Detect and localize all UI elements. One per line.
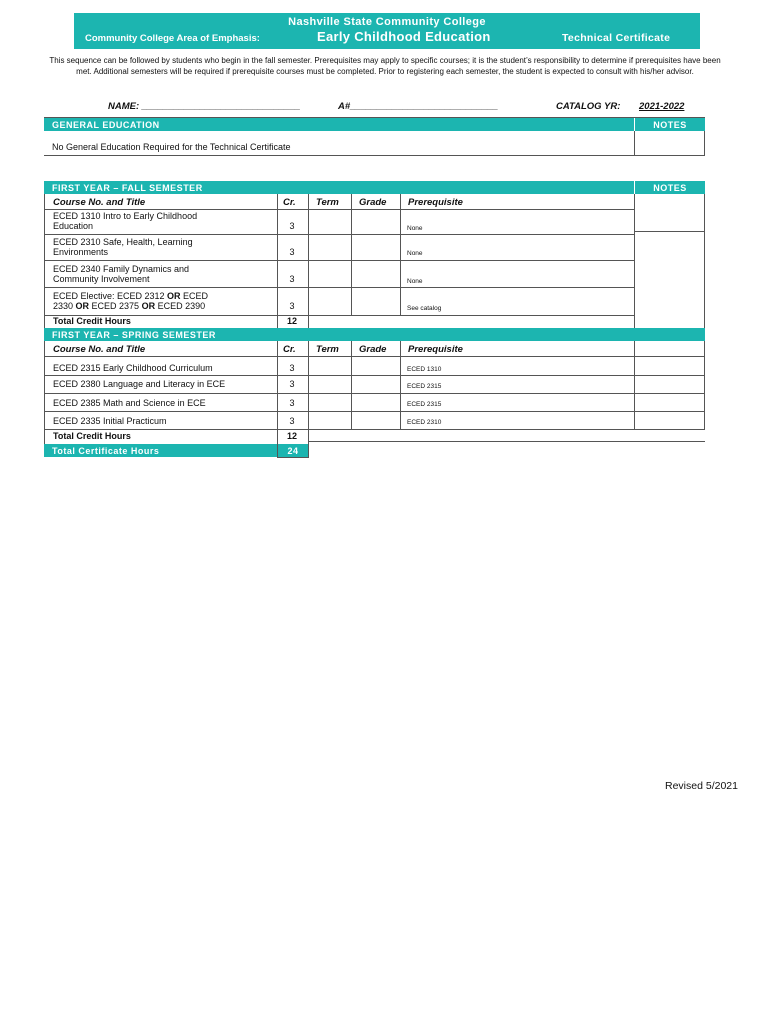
catalog-year-label: CATALOG YR:: [556, 101, 621, 112]
course-prerequisite: ECED 2315: [407, 383, 442, 390]
revised-date: Revised 5/2021: [665, 780, 738, 792]
column-header-term: Term: [316, 344, 339, 355]
general-education-header: [44, 118, 634, 131]
course-prerequisite: ECED 2310: [407, 419, 442, 426]
column-header-prerequisite: Prerequisite: [408, 344, 463, 355]
course-title-continued: Environments: [53, 247, 109, 257]
course-title: ECED 2315 Early Childhood Curriculum: [53, 363, 213, 373]
intro-paragraph: This sequence can be followed by students who begin in the fall semester. Prerequisites may apply to specific courses; it is the student’s responsibility to determine if prerequisites have been met. Additional semesters will be required if prerequisite courses must be completed. Prior to registering each semester, the student is expected to consult with his/her advisor.: [49, 56, 721, 76]
notes-label: NOTES: [653, 120, 687, 130]
course-credits: 3: [289, 247, 295, 257]
fall-total-credits: 12: [286, 316, 297, 326]
spring-semester-title: FIRST YEAR – SPRING SEMESTER: [52, 330, 216, 340]
name-field[interactable]: NAME: ______________________________: [108, 101, 301, 112]
course-title: ECED Elective: ECED 2312 OR ECED: [53, 291, 209, 301]
header-banner: [74, 13, 700, 49]
college-name: Nashville State Community College: [288, 16, 486, 28]
course-title: ECED 2310 Safe, Health, Learning: [53, 237, 193, 247]
area-of-emphasis-label: Community College Area of Emphasis:: [85, 33, 260, 44]
column-header-course: Course No. and Title: [53, 197, 146, 208]
course-prerequisite: See catalog: [407, 305, 442, 312]
general-education-text: No General Education Required for the Technical Certificate: [52, 142, 291, 152]
fall-semester-header: [44, 181, 634, 194]
column-header-course: Course No. and Title: [53, 344, 146, 355]
course-title: ECED 1310 Intro to Early Childhood: [53, 211, 198, 221]
certificate-total-value: 24: [287, 446, 299, 456]
column-header-term: Term: [316, 197, 339, 208]
general-education-title: GENERAL EDUCATION: [52, 120, 160, 130]
course-credits: 3: [289, 398, 295, 408]
column-header-credits: Cr.: [283, 344, 296, 355]
column-header-grade: Grade: [359, 197, 387, 208]
catalog-year-value: 2021-2022: [639, 101, 685, 112]
program-name: Early Childhood Education: [317, 29, 491, 44]
course-title: ECED 2385 Math and Science in ECE: [53, 398, 206, 408]
course-credits: 3: [289, 379, 295, 389]
course-prerequisite: None: [407, 225, 423, 232]
certificate-total-label: Total Certificate Hours: [52, 446, 160, 456]
fall-notes-header: [635, 181, 705, 194]
a-number-field[interactable]: A#____________________________: [338, 101, 499, 112]
course-title-continued: 2330 OR ECED 2375 OR ECED 2390: [53, 301, 206, 311]
course-title: ECED 2380 Language and Literacy in ECE: [53, 379, 226, 389]
spring-total-label: Total Credit Hours: [53, 431, 131, 441]
general-education-notes-header: [635, 118, 705, 131]
fall-total-label: Total Credit Hours: [53, 316, 131, 326]
course-prerequisite: None: [407, 250, 423, 257]
notes-label: NOTES: [653, 183, 687, 193]
spring-total-credits: 12: [286, 431, 297, 441]
column-header-grade: Grade: [359, 344, 387, 355]
course-title: ECED 2340 Family Dynamics and: [53, 264, 190, 274]
certificate-total-value-cell: [278, 444, 308, 457]
course-credits: 3: [289, 301, 295, 311]
certificate-type: Technical Certificate: [562, 32, 671, 44]
course-prerequisite: ECED 2315: [407, 401, 442, 408]
course-prerequisite: None: [407, 278, 423, 285]
certificate-total-bar: [44, 444, 277, 457]
spring-semester-header: [44, 328, 705, 341]
course-credits: 3: [289, 363, 295, 373]
course-title-continued: Community Involvement: [53, 274, 150, 284]
course-title: ECED 2335 Initial Practicum: [53, 416, 167, 426]
course-credits: 3: [289, 274, 295, 284]
course-credits: 3: [289, 416, 295, 426]
column-header-prerequisite: Prerequisite: [408, 197, 463, 208]
course-title-continued: Education: [53, 221, 94, 231]
course-prerequisite: ECED 1310: [407, 366, 442, 373]
column-header-credits: Cr.: [283, 197, 296, 208]
fall-semester-title: FIRST YEAR – FALL SEMESTER: [52, 183, 203, 193]
course-credits: 3: [289, 221, 295, 231]
